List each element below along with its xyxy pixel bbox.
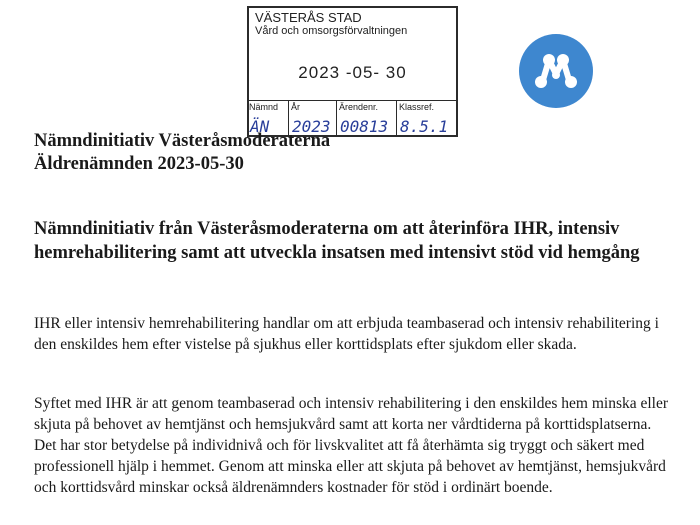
- stamp-field-label: År: [291, 102, 300, 112]
- stamp-field-value: 8.5.1: [400, 117, 449, 136]
- stamp-field-value: 00813: [340, 117, 389, 136]
- paragraph-2: Syftet med IHR är att genom teambaserad och intensiv rehabilitering i den enskildes hem minska eller skjuta på behovet av hemtjänst och hemsjukvård samt att korta ner vårdtiderna på korttidsplatserna. Det har stor betydelse på individnivå och för livskvalitet att få återhämta sig tryggt och säkert med professionell hjälp i hemmet. Genom att minska eller att skjuta på behovet av hemtjänst, hemsjukvård och korttidsvård minskar också äldrenämnders kostnader för stöd i ordinärt boende.: [34, 395, 669, 496]
- stamp-field-klassref: [397, 101, 458, 137]
- document-heading: [34, 130, 330, 176]
- stamp-field-value: ÄN: [250, 117, 270, 136]
- stamp-field-label: Nämnd: [249, 102, 279, 112]
- document-title: Nämndinitiativ från Västeråsmoderaterna om att återinföra IHR, intensiv hemrehabilitering samt att utveckla insatsen med intensivt stöd vid hemgång: [34, 219, 640, 263]
- vasterasmoderaterna-logo-icon: [519, 34, 593, 108]
- stamp-field-label: Klassref.: [399, 102, 435, 112]
- stamp-field-arendenr: [337, 101, 397, 137]
- heading-line-2: Äldrenämnden 2023-05-30: [34, 154, 244, 174]
- stamp-department: Vård och omsorgsförvaltningen: [255, 25, 408, 37]
- registration-stamp: [247, 6, 458, 137]
- paragraph-1: IHR eller intensiv hemrehabilitering handlar om att erbjuda teambaserad och intensiv rehabilitering i den enskildes hem efter vistelse på sjukhus eller korttidsplats efter sjukdom eller skada.: [34, 315, 659, 353]
- stamp-organization: VÄSTERÅS STAD: [255, 10, 362, 25]
- stamp-field-value: 2023: [292, 117, 331, 136]
- stamp-date: 2023 -05- 30: [298, 63, 407, 82]
- heading-line-1: Nämndinitiativ Västeråsmoderaterna: [34, 131, 331, 151]
- stamp-field-label: Ärendenr.: [339, 102, 379, 112]
